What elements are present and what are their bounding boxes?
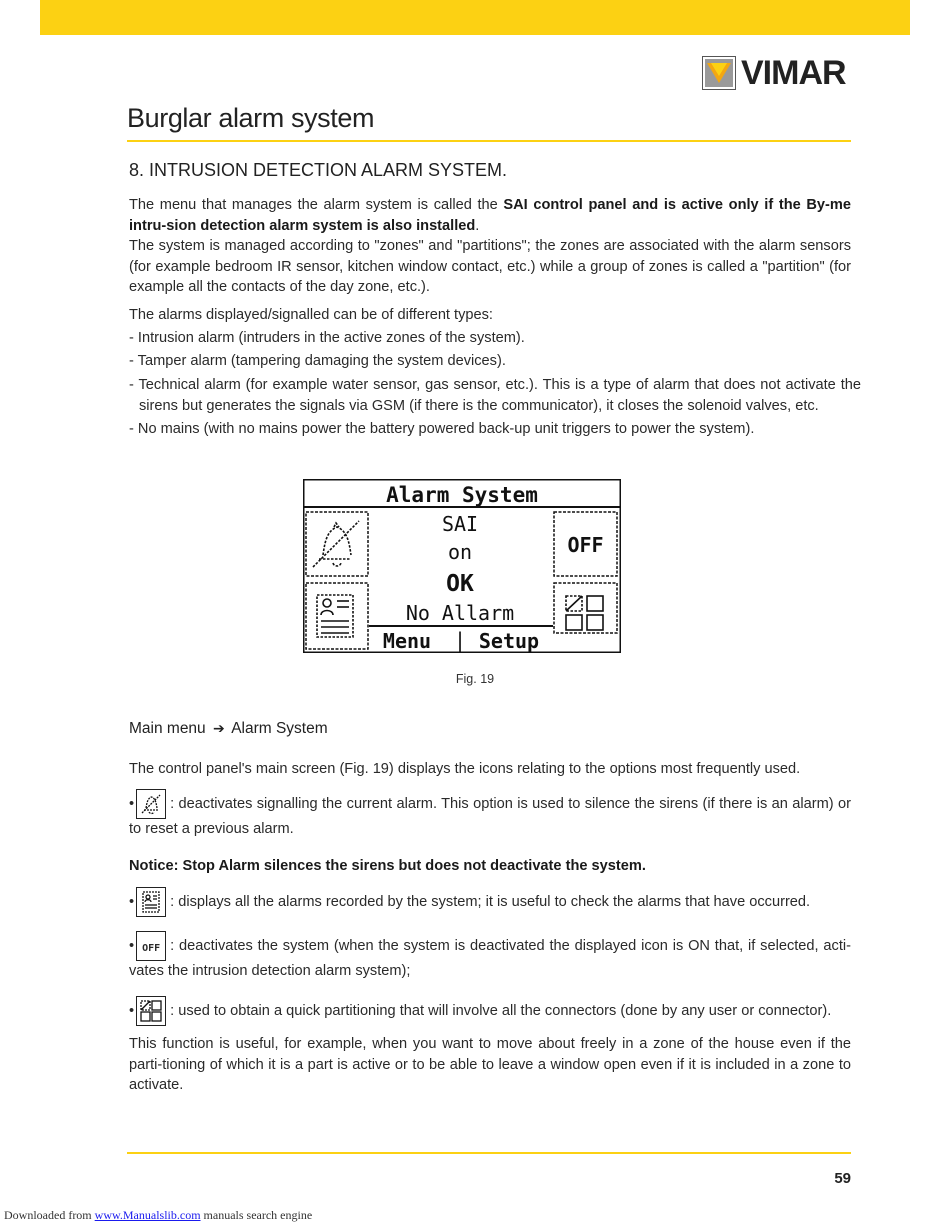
header-divider bbox=[127, 140, 851, 142]
alarm-type-intrusion: - Intrusion alarm (intruders in the active zones of the system). bbox=[129, 330, 525, 346]
screen-status-label: No Allarm bbox=[405, 601, 515, 625]
off-button-label: OFF bbox=[567, 533, 604, 557]
bullet: • bbox=[129, 1002, 135, 1019]
vimar-logo-mark-icon bbox=[702, 56, 736, 90]
bullet: • bbox=[129, 937, 135, 954]
off-small-icon bbox=[136, 931, 166, 961]
bullet: • bbox=[129, 795, 135, 812]
top-yellow-bar bbox=[40, 0, 910, 35]
alarm-log-button[interactable] bbox=[306, 583, 368, 649]
chapter-title: 8. INTRUSION DETECTION ALARM SYSTEM. bbox=[129, 160, 508, 180]
screen-title: Alarm System bbox=[386, 483, 538, 507]
main-screen-paragraph: The control panel's main screen (Fig. 19) displays the icons relating to the options most frequently used. bbox=[129, 761, 801, 777]
alarm-system-screen bbox=[303, 479, 621, 653]
alarm-type-no-mains: - No mains (with no mains power the battery powered back-up unit triggers to power the system). bbox=[129, 421, 755, 437]
bullet-alarm-log bbox=[129, 887, 851, 917]
menu-button[interactable]: Menu bbox=[382, 629, 432, 653]
manualslib-link[interactable]: www.Manualslib.com bbox=[94, 1208, 201, 1222]
brand-name: VIMAR bbox=[741, 54, 846, 92]
path-target: Alarm System bbox=[231, 720, 328, 737]
footer-prefix: Downloaded from bbox=[4, 1208, 95, 1222]
bullet-alarm-log-text: : displays all the alarms recorded by the system; it is useful to check the alarms that have occurred. bbox=[170, 893, 811, 910]
bullet-stop-alarm bbox=[129, 789, 851, 840]
footer-divider bbox=[127, 1152, 851, 1154]
partition-small-icon bbox=[136, 996, 166, 1026]
intro-text-a: The menu that manages the alarm system is called the bbox=[129, 197, 504, 213]
off-small-icon-label: OFF bbox=[142, 943, 161, 954]
bullet-system-off bbox=[129, 931, 851, 982]
intro-paragraph-2: The system is managed according to "zones" and "partitions"; the zones are associated with the alarm sensors (for example bedroom IR sensor, kitchen window contact, etc.) while a group of zones is called a "partition" (for example all the contacts of the day zone, etc.). bbox=[129, 238, 851, 295]
stop-alarm-button[interactable] bbox=[306, 512, 368, 576]
bullet-quick-partition bbox=[129, 996, 851, 1026]
download-footer bbox=[4, 1208, 312, 1223]
intro-paragraph-1 bbox=[129, 195, 851, 236]
notice-text: silences the sirens but does not deactivate the system. bbox=[259, 858, 646, 874]
screen-ok-label: OK bbox=[446, 571, 474, 597]
bullet-stop-alarm-text: : deactivates signalling the current alarm. This option is used to silence the sirens (if there is an alarm) or to reset a previous alarm. bbox=[129, 795, 851, 837]
alarm-type-technical: - Technical alarm (for example water sensor, gas sensor, etc.). This is a type of alarm that does not activate the sirens but generates the signals via GSM (if there is the communicator), it closes the solenoid valves, etc. bbox=[129, 377, 861, 414]
intro-text-c: . bbox=[475, 217, 480, 234]
bullet-system-off-text: : deactivates the system (when the system is deactivated the displayed icon is ON that, if selected, acti-vates the intrusion detection alarm system); bbox=[129, 937, 851, 979]
screen-on-label: on bbox=[447, 540, 473, 564]
footer-suffix: manuals search engine bbox=[200, 1208, 313, 1222]
figure-caption: Fig. 19 bbox=[455, 672, 495, 686]
alarm-log-small-icon bbox=[136, 887, 166, 917]
menu-separator: | bbox=[453, 628, 467, 652]
bullet: • bbox=[129, 893, 135, 910]
section-title: Burglar alarm system bbox=[127, 103, 375, 133]
setup-button[interactable]: Setup bbox=[478, 629, 540, 653]
quick-partition-button[interactable] bbox=[554, 583, 617, 633]
notice-paragraph bbox=[129, 856, 851, 877]
page-number: 59 bbox=[834, 1170, 851, 1187]
menu-path bbox=[129, 720, 328, 738]
intro-paragraph-3: The alarms displayed/signalled can be of different types: bbox=[129, 307, 493, 323]
system-off-button[interactable] bbox=[554, 512, 617, 576]
notice-stop-alarm: Stop Alarm bbox=[182, 858, 260, 874]
arrow-right-icon: ➔ bbox=[213, 721, 225, 737]
stop-alarm-icon bbox=[136, 789, 166, 819]
path-main: Main menu bbox=[129, 720, 206, 737]
partition-paragraph: This function is useful, for example, when you want to move about freely in a zone of the house even if the parti-tioning of which it is a part is active or to be able to leave a window open even if it is included in a zone to activate. bbox=[129, 1036, 851, 1093]
bullet-quick-partition-text: : used to obtain a quick partitioning that will involve all the connectors (done by any user or connector). bbox=[170, 1002, 832, 1019]
notice-label: Notice: bbox=[129, 858, 183, 874]
alarm-type-tamper: - Tamper alarm (tampering damaging the system devices). bbox=[129, 353, 506, 369]
vimar-logo bbox=[702, 56, 846, 90]
intro-text-bold: SAI control panel and is active only if the By-me intru-sion detection alarm system is also installed bbox=[129, 197, 851, 234]
screen-sai-label: SAI bbox=[441, 512, 479, 536]
